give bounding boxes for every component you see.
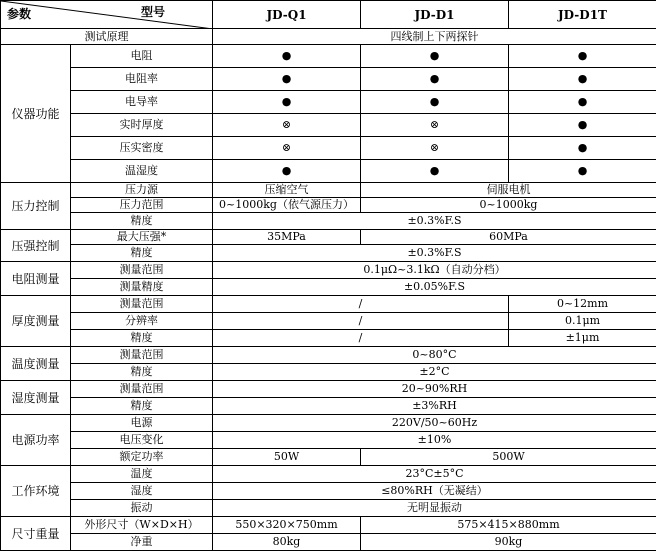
temp-precision-label: 精度: [71, 364, 213, 381]
param-header: 参数: [7, 8, 31, 20]
resistance-precision-label: 测量精度: [71, 279, 213, 296]
power-supply-label: 电源: [71, 415, 213, 432]
feature-mark: ●: [509, 137, 656, 160]
group-thickness: 厚度测量: [1, 296, 71, 347]
thickness-na: /: [213, 296, 509, 313]
group-environment: 工作环境: [1, 466, 71, 517]
model-jd-d1: JD-D1: [361, 1, 509, 29]
dims-label: 外形尺寸（W×D×H）: [71, 517, 213, 534]
dims-d: 575×415×880mm: [361, 517, 656, 534]
feature-label: 温湿度: [71, 160, 213, 183]
feature-label: 实时厚度: [71, 114, 213, 137]
group-power: 电源功率: [1, 415, 71, 466]
feature-label: 电阻率: [71, 68, 213, 91]
thickness-value: 0.1μm: [509, 313, 656, 330]
pressure-source-label: 压力源: [71, 183, 213, 198]
thickness-row-label: 精度: [71, 330, 213, 347]
feature-mark: ●: [509, 68, 656, 91]
thickness-value: 0~12mm: [509, 296, 656, 313]
resistance-precision: ±0.05%F.S: [213, 279, 656, 296]
model-jd-q1: JD-Q1: [213, 1, 361, 29]
resistance-range: 0.1μΩ~3.1kΩ（自动分档）: [213, 262, 656, 279]
rated-power-d: 500W: [361, 449, 656, 466]
model-jd-d1t: JD-D1T: [509, 1, 656, 29]
temp-precision: ±2°C: [213, 364, 656, 381]
feature-mark: ⊗: [213, 137, 361, 160]
group-instrument: 仪器功能: [1, 45, 71, 183]
humidity-precision: ±3%RH: [213, 398, 656, 415]
feature-mark: ●: [361, 68, 509, 91]
thickness-na: /: [213, 313, 509, 330]
thickness-row-label: 分辨率: [71, 313, 213, 330]
weight-d: 90kg: [361, 534, 656, 551]
group-size: 尺寸重量: [1, 517, 71, 551]
rated-power-q1: 50W: [213, 449, 361, 466]
group-resistance: 电阻测量: [1, 262, 71, 296]
rated-power-label: 额定功率: [71, 449, 213, 466]
strength-precision-label: 精度: [71, 245, 213, 262]
env-temp: 23°C±5°C: [213, 466, 656, 483]
env-humidity: ≤80%RH（无凝结）: [213, 483, 656, 500]
header-corner-cell: [1, 1, 213, 29]
pressure-range-q1: 0~1000kg（依气源压力）: [213, 198, 361, 213]
feature-mark: ●: [509, 45, 656, 68]
pressure-range-d: 0~1000kg: [361, 198, 656, 213]
voltage-variation-label: 电压变化: [71, 432, 213, 449]
feature-mark: ●: [213, 68, 361, 91]
thickness-value: ±1μm: [509, 330, 656, 347]
max-pressure-d: 60MPa: [361, 230, 656, 245]
humidity-range-label: 测量范围: [71, 381, 213, 398]
feature-label: 电阻: [71, 45, 213, 68]
feature-mark: ●: [509, 114, 656, 137]
thickness-row-label: 测量范围: [71, 296, 213, 313]
group-pressure-strength: 压强控制: [1, 230, 71, 262]
feature-mark: ⊗: [213, 114, 361, 137]
max-pressure-label: 最大压强*: [71, 230, 213, 245]
feature-mark: ●: [509, 91, 656, 114]
feature-mark: ●: [213, 45, 361, 68]
feature-mark: ●: [213, 91, 361, 114]
feature-mark: ●: [213, 160, 361, 183]
max-pressure-q1: 35MPa: [213, 230, 361, 245]
group-humidity: 湿度测量: [1, 381, 71, 415]
power-supply: 220V/50~60Hz: [213, 415, 656, 432]
pressure-range-label: 压力范围: [71, 198, 213, 213]
temp-range-label: 测量范围: [71, 347, 213, 364]
feature-mark: ●: [361, 91, 509, 114]
feature-mark: ⊗: [361, 137, 509, 160]
feature-label: 压实密度: [71, 137, 213, 160]
model-header: 型号: [141, 6, 165, 18]
dims-q1: 550×320×750mm: [213, 517, 361, 534]
principle-value: 四线制上下两探针: [213, 29, 656, 45]
env-vibration-label: 振动: [71, 500, 213, 517]
weight-q1: 80kg: [213, 534, 361, 551]
diagonal-divider: [1, 1, 213, 29]
pressure-precision: ±0.3%F.S: [213, 213, 656, 230]
group-pressure: 压力控制: [1, 183, 71, 230]
feature-mark: ●: [361, 45, 509, 68]
env-vibration: 无明显振动: [213, 500, 656, 517]
strength-precision: ±0.3%F.S: [213, 245, 656, 262]
pressure-precision-label: 精度: [71, 213, 213, 230]
group-temperature: 温度测量: [1, 347, 71, 381]
thickness-na: /: [213, 330, 509, 347]
feature-label: 电导率: [71, 91, 213, 114]
resistance-range-label: 测量范围: [71, 262, 213, 279]
feature-mark: ●: [361, 160, 509, 183]
env-humidity-label: 湿度: [71, 483, 213, 500]
humidity-range: 20~90%RH: [213, 381, 656, 398]
feature-mark: ●: [509, 160, 656, 183]
pressure-source-d: 伺服电机: [361, 183, 656, 198]
env-temp-label: 温度: [71, 466, 213, 483]
principle-label: 测试原理: [1, 29, 213, 45]
weight-label: 净重: [71, 534, 213, 551]
humidity-precision-label: 精度: [71, 398, 213, 415]
voltage-variation: ±10%: [213, 432, 656, 449]
temp-range: 0~80°C: [213, 347, 656, 364]
feature-mark: ⊗: [361, 114, 509, 137]
pressure-source-q1: 压缩空气: [213, 183, 361, 198]
